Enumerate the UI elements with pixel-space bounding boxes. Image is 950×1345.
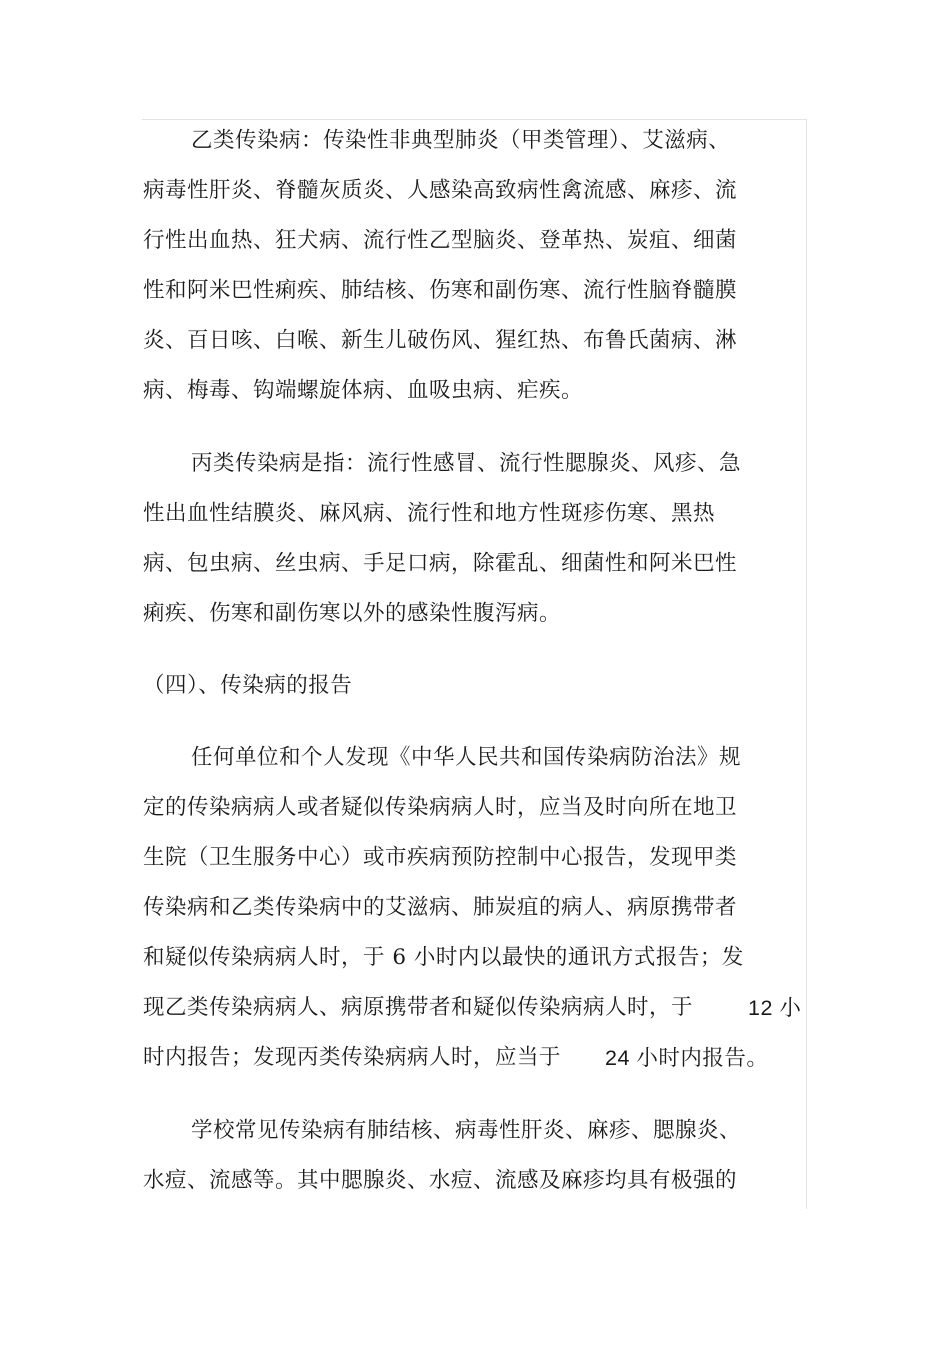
paragraph-line: 病、包虫病、丝虫病、手足口病，除霍乱、细菌性和阿米巴性 <box>143 551 738 576</box>
paragraph-line: 炎、百日咳、白喉、新生儿破伤风、猩红热、布鲁氏菌病、淋 <box>143 328 738 353</box>
paragraph-line: 水痘、流感等。其中腮腺炎、水痘、流感及麻疹均具有极强的 <box>143 1168 738 1193</box>
paragraph-line: 学校常见传染病有肺结核、病毒性肝炎、麻疹、腮腺炎、 <box>191 1118 742 1143</box>
paragraph-line: 现乙类传染病病人、病原携带者和疑似传染病病人时，于 <box>143 995 694 1020</box>
paragraph-line: 任何单位和个人发现《中华人民共和国传染病防治法》规 <box>191 745 742 770</box>
paragraph-line-fragment: 12 小 <box>748 996 802 1020</box>
paragraph-line: 性出血性结膜炎、麻风病、流行性和地方性斑疹伤寒、黑热 <box>143 501 716 526</box>
paragraph-line: 病毒性肝炎、脊髓灰质炎、人感染高致病性禽流感、麻疹、流 <box>143 178 738 203</box>
paragraph-line: 痢疾、伤寒和副伤寒以外的感染性腹泻病。 <box>143 601 562 626</box>
paragraph-line: 丙类传染病是指：流行性感冒、流行性腮腺炎、风疹、急 <box>191 451 742 476</box>
paragraph-line: 生院（卫生服务中心）或市疾病预防控制中心报告，发现甲类 <box>143 845 738 870</box>
paragraph-line: 定的传染病病人或者疑似传染病病人时，应当及时向所在地卫 <box>143 795 738 820</box>
paragraph-line: 病、梅毒、钩端螺旋体病、血吸虫病、疟疾。 <box>143 378 584 403</box>
paragraph-line: 传染病和乙类传染病中的艾滋病、肺炭疽的病人、病原携带者 <box>143 895 738 920</box>
section-heading: （四）、传染病的报告 <box>143 673 353 698</box>
paragraph-line: 乙类传染病：传染性非典型肺炎（甲类管理）、艾滋病、 <box>191 128 731 153</box>
paragraph-line: 时内报告；发现丙类传染病病人时，应当于 <box>143 1045 562 1070</box>
paragraph-line-fragment: 24 小时内报告。 <box>605 1046 769 1070</box>
paragraph-line: 性和阿米巴性痢疾、肺结核、伤寒和副伤寒、流行性脑脊髓膜 <box>143 278 738 303</box>
paragraph-line: 和疑似传染病病人时，于 6 小时内以最快的通讯方式报告；发 <box>143 945 744 970</box>
paragraph-line: 行性出血热、狂犬病、流行性乙型脑炎、登革热、炭疽、细菌 <box>143 228 738 253</box>
